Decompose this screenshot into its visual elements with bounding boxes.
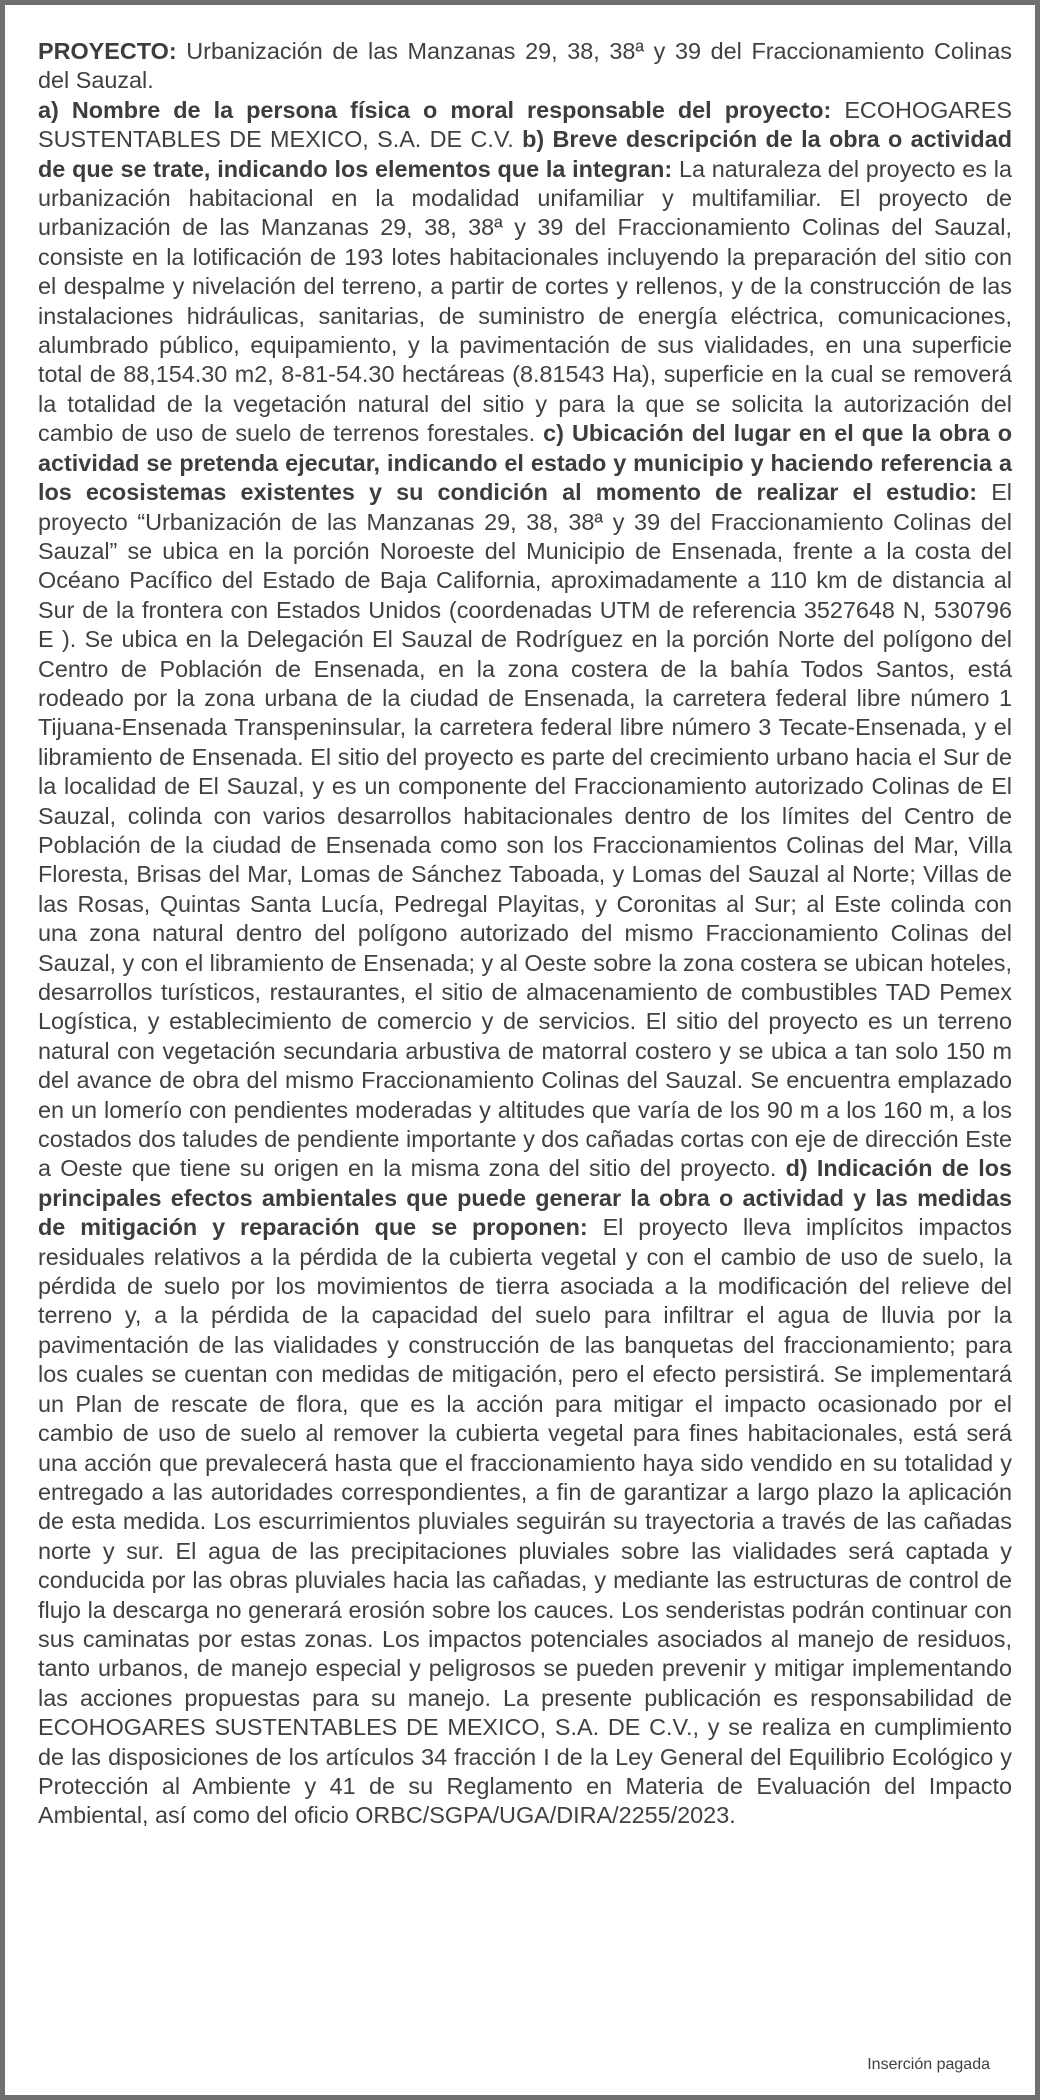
notice-project-paragraph — [38, 37, 1012, 96]
section-b-heading: b) Breve descripción de la obra o actividad de que se trate, indicando los elementos que la integran: — [38, 126, 1012, 182]
notice-main-paragraph — [38, 96, 1012, 1831]
paid-insertion-note: Inserción pagada — [867, 2056, 990, 2073]
project-text: Urbanización de las Manzanas 29, 38, 38ª y 39 del Fraccionamiento Colinas del Sauzal. — [38, 38, 1012, 94]
section-c-text: El proyecto “Urbanización de las Manzanas 29, 38, 38ª y 39 del Fraccionamiento Colinas del Sauzal” se ubica en la porción Noroeste del Municipio de Ensenada, frente a la costa del Océano Pacífico del Estado de Baja California, aproximadamente a 110 km de distancia al Sur de la frontera con Estados Unidos (coordenadas UTM de referencia 3527648 N, 530796 E ). Se ubica en la Delegación El Sauzal de Rodríguez en la porción Norte del polígono del Centro de Población de Ensenada, en la zona costera de la bahía Todos Santos, está rodeado por la zona urbana de la ciudad de Ensenada, la carretera federal libre número 1 Tijuana-Ensenada Transpeninsular, la carretera federal libre número 3 Tecate-Ensenada, y el libramiento de Ensenada. El sitio del proyecto es parte del crecimiento urbano hacia el Sur de la localidad de El Sauzal, y es un componente del Fraccionamiento autorizado Colinas de El Sauzal, colinda con varios desarrollos habitacionales dentro de los límites del Centro de Población de la ciudad de Ensenada como son los Fraccionamientos Colinas del Mar, Villa Floresta, Brisas del Mar, Lomas de Sánchez Taboada, y Lomas del Sauzal al Norte; Villas de las Rosas, Quintas Santa Lucía, Pedregal Playitas, y Coronitas al Sur; al Este colinda con una zona natural dentro del polígono autorizado del mismo Fraccionamiento Colinas del Sauzal, y con el libramiento de Ensenada; y al Oeste sobre la zona costera se ubican hoteles, desarrollos turísticos, restaurantes, el sitio de almacenamiento de combustibles TAD Pemex Logística, y establecimiento de comercio y de servicios. El sitio del proyecto es un terreno natural con vegetación secundaria arbustiva de matorral costero y se ubica a tan solo 150 m del avance de obra del mismo Fraccionamiento Colinas del Sauzal. Se encuentra emplazado en un lomerío con pendientes moderadas y altitudes que varía de los 90 m a los 160 m, a los costados dos taludes de pendiente importante y dos cañadas cortas con eje de dirección Este a Oeste que tiene su origen en la misma zona del sitio del proyecto. — [38, 479, 1012, 1182]
project-label: PROYECTO: — [38, 38, 177, 64]
section-a-heading: a) Nombre de la persona física o moral responsable del proyecto: — [38, 96, 832, 123]
section-d-heading: d) Indicación de los principales efectos ambientales que puede generar la obra o actividad y las medidas de mitigación y reparación que se proponen: — [38, 1155, 1013, 1241]
section-d-text: El proyecto lleva implícitos impactos residuales relativos a la pérdida de la cubierta vegetal y con el cambio de uso de suelo, la pérdida de suelo por los movimientos de tierra asociada a la modificación del relieve del terreno y, a la pérdida de la capacidad del suelo para infiltrar el agua de lluvia por la pavimentación de las vialidades y construcción de las banquetas del fraccionamiento; para los cuales se cuentan con medidas de mitigación, pero el efecto persistirá. Se implementará un Plan de rescate de flora, que es la acción para mitigar el impacto ocasionado por el cambio de uso de suelo al remover la cubierta vegetal para fines habitacionales, está será una acción que prevalecerá hasta que el fraccionamiento haya sido vendido en su totalidad y entregado a las autoridades correspondientes, a fin de garantizar a largo plazo la aplicación de esta medida. Los escurrimientos pluviales seguirán su trayectoria a través de las cañadas norte y sur. El agua de las precipitaciones pluviales sobre las vialidades será captada y conducida por las obras pluviales hacia las cañadas, y mediante las estructuras de control de flujo la descarga no generará erosión sobre los cauces. Los senderistas podrán continuar con sus caminatas por estas zonas. Los impactos potenciales asociados al manejo de residuos, tanto urbanos, de manejo especial y peligrosos se pueden prevenir y mitigar implementando las acciones propuestas para su manejo. La presente publicación es responsabilidad de ECOHOGARES SUSTENTABLES DE MEXICO, S.A. DE C.V., y se realiza en cumplimiento de las disposiciones de los artículos 34 fracción I de la Ley General del Equilibrio Ecológico y Protección al Ambiente y 41 de su Reglamento en Materia de Evaluación del Impacto Ambiental, así como del oficio ORBC/SGPA/UGA/DIRA/2255/2023. — [38, 1214, 1012, 1829]
section-c-heading: c) Ubicación del lugar en el que la obra o actividad se pretenda ejecutar, indicando el estado y municipio y haciendo referencia a los ecosistemas existentes y su condición al momento de realizar el estudio: — [38, 420, 1013, 506]
public-notice-body — [38, 37, 1012, 1831]
section-a-text: ECOHOGARES SUSTENTABLES DE MEXICO, S.A. DE C.V. — [38, 96, 1012, 153]
section-b-text: La naturaleza del proyecto es la urbanización habitacional en la modalidad unifamiliar y multifamiliar. El proyecto de urbanización de las Manzanas 29, 38, 38ª y 39 del Fraccionamiento Colinas del Sauzal, consiste en la lotificación de 193 lotes habitacionales incluyendo la preparación del sitio con el despalme y nivelación del terreno, a partir de cortes y rellenos, y de la construcción de las instalaciones hidráulicas, sanitarias, de suministro de energía eléctrica, comunicaciones, alumbrado público, equipamiento, y la pavimentación de sus vialidades, en una superficie total de 88,154.30 m2, 8-81-54.30 hectáreas (8.81543 Ha), superficie en la cual se removerá la totalidad de la vegetación natural del sitio y para la que se solicita la autorización del cambio de uso de suelo de terrenos forestales. — [38, 155, 1012, 447]
